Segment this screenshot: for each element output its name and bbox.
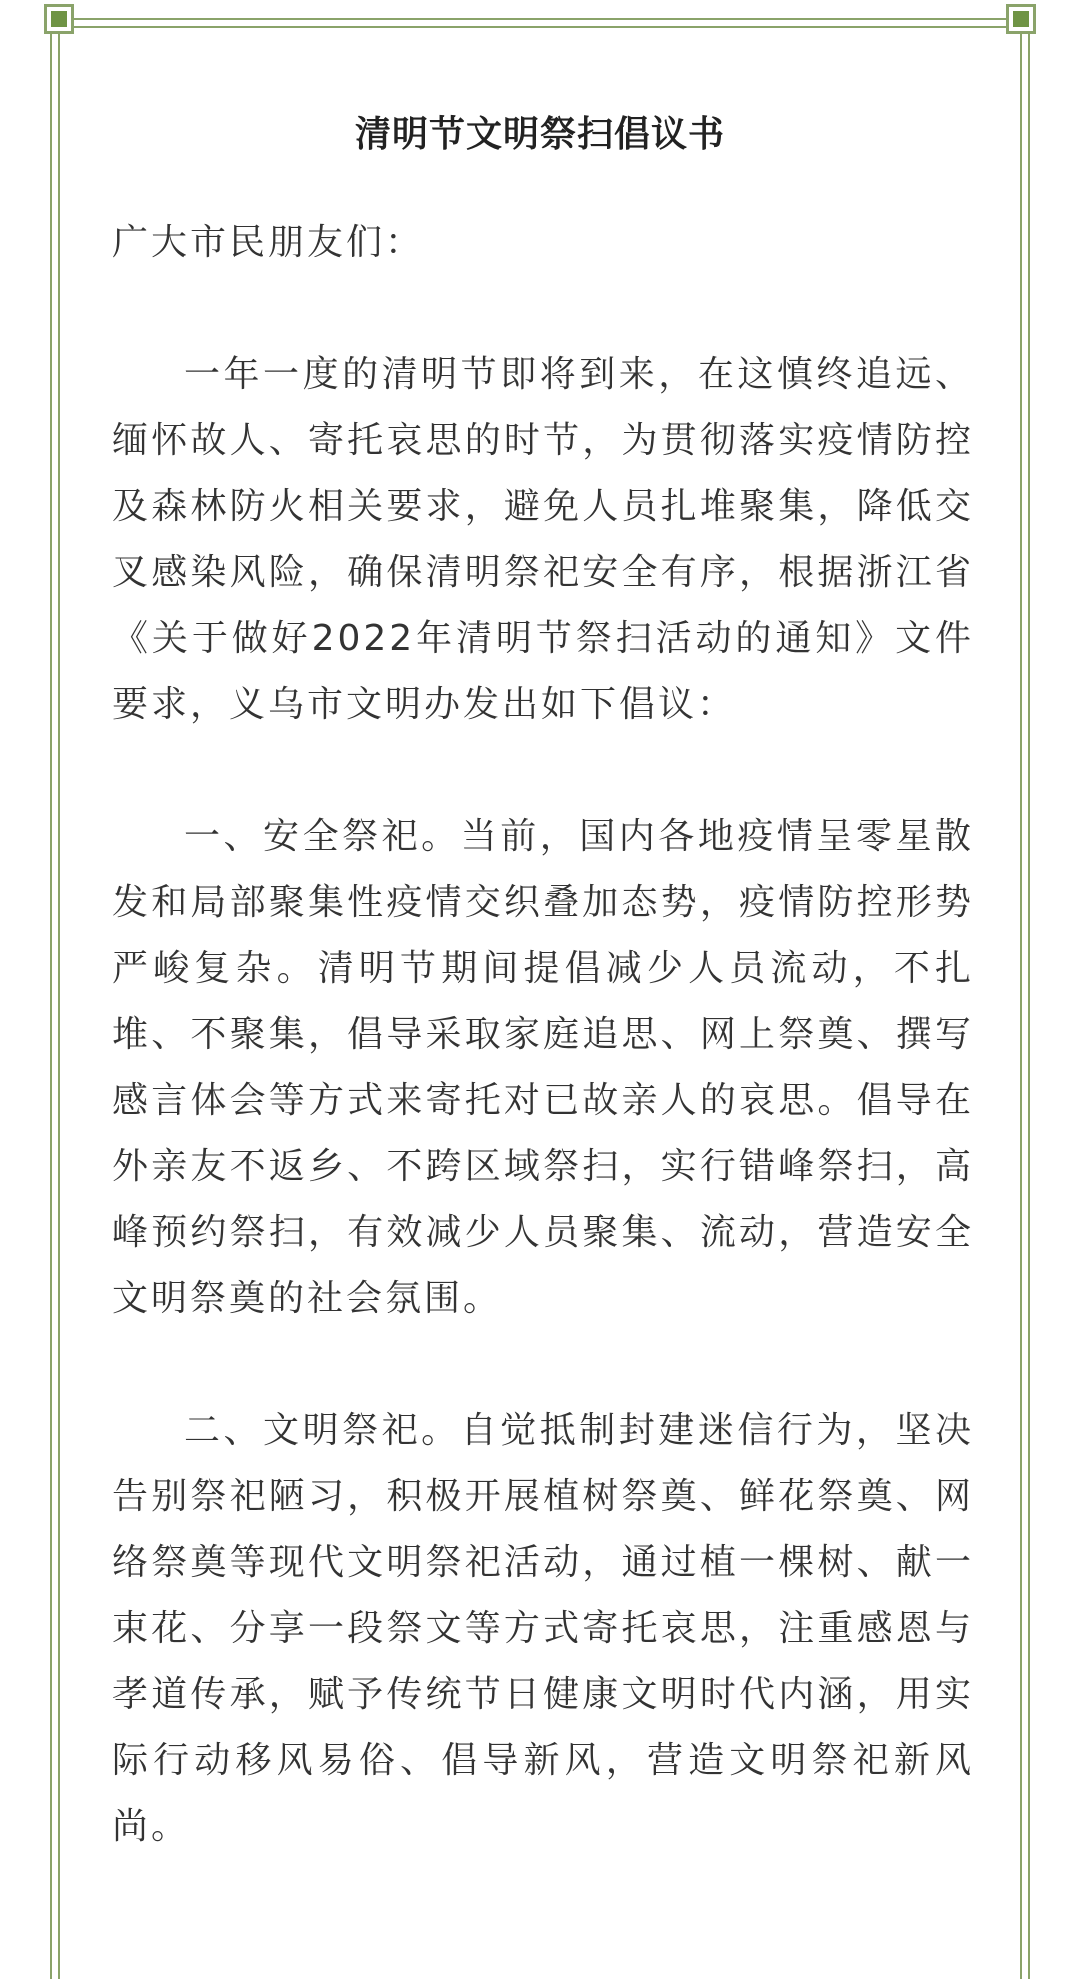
document-title: 清明节文明祭扫倡议书: [354, 114, 725, 156]
paragraph-intro: 一年一度的清明节即将到来，在这慎终追远、缅怀故人、寄托哀思的时节，为贯彻落实疫情防控及森林防火相关要求，避免人员扎堆聚集，降低交叉感染风险，确保清明祭祀安全有序，根据浙江省《关于做好2022年清明节祭扫活动的通知》文件要求，义乌市文明办发出如下倡议：: [112, 354, 974, 725]
paragraph-safe-worship: 一、安全祭祀。当前，国内各地疫情呈零星散发和局部聚集性疫情交织叠加态势，疫情防控形势严峻复杂。清明节期间提倡减少人员流动，不扎堆、不聚集，倡导采取家庭追思、网上祭奠、撰写感言体会等方式来寄托对已故亲人的哀思。倡导在外亲友不返乡、不跨区域祭扫，实行错峰祭扫，高峰预约祭扫，有效减少人员聚集、流动，营造安全文明祭奠的社会氛围。: [112, 816, 974, 1319]
frame-left-border: [50, 30, 60, 1979]
frame-top-border: [60, 18, 1020, 28]
frame-right-border: [1020, 30, 1030, 1979]
paragraph-civilized-worship: 二、文明祭祀。自觉抵制封建迷信行为，坚决告别祭祀陋习，积极开展植树祭奠、鲜花祭奠、网络祭奠等现代文明祭祀活动，通过植一棵树、献一束花、分享一段祭文等方式寄托哀思，注重感恩与孝道传承，赋予传统节日健康文明时代内涵，用实际行动移风易俗、倡导新风，营造文明祭祀新风尚。: [112, 1410, 974, 1847]
corner-ornament-left: [44, 4, 74, 34]
salutation: 广大市民朋友们：: [112, 222, 425, 263]
corner-ornament-right: [1006, 4, 1036, 34]
document-body: [112, 210, 974, 1926]
